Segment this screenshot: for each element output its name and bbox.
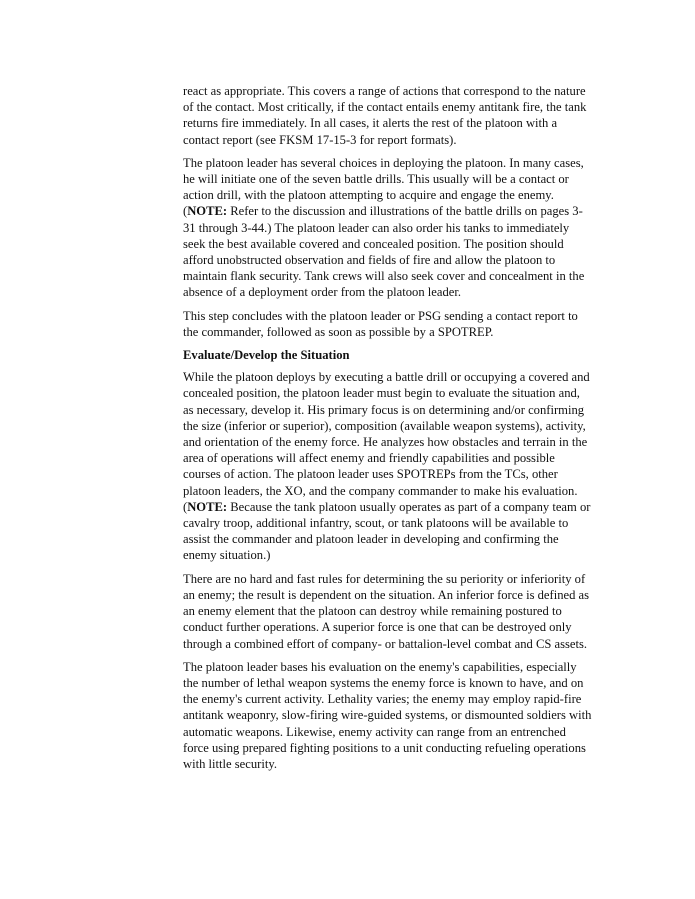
section-heading: Evaluate/Develop the Situation	[183, 348, 350, 363]
paragraph-text-segment: Refer to the discussion and illustrations of the battle drills on pages 3-31 through 3-44.) The platoon leader can also order his tanks to immediately seek the best available covered and concealed position. The position should afford unobstructed observation and fields of fire and allow the platoon to maintain flank security. Tank crews will also seek cover and concealment in the absence of a deployment order from the platoon leader.	[183, 204, 585, 300]
document-page	[183, 83, 593, 779]
paragraph-contact-report: This step concludes with the platoon leader or PSG sending a contact report to the commander, followed as soon as possible by a SPOTREP.	[183, 308, 578, 339]
note-label: NOTE:	[187, 204, 228, 219]
paragraph-text-segment: The platoon leader has several choices in deploying the platoon. In many cases, he will initiate one of the seven battle drills. This usually will be a contact or action drill, with the platoon attempting to acquire and engage the enemy. (	[183, 155, 584, 219]
paragraph-contact-reaction: react as appropriate. This covers a range of actions that correspond to the nature of the contact. Most critically, if the contact entails enemy antitank fire, the tank returns fire immediately. In all cases, it alerts the rest of the platoon with a contact report (see FKSM 17-15-3 for report formats).	[183, 84, 587, 147]
paragraph-text-segment: Because the tank platoon usually operates as part of a company team or cavalry troop, additional infantry, scout, or tank platoons will be available to assist the commander and platoon leader in developing and confirming the enemy situation.)	[183, 499, 591, 563]
paragraph-text-segment: While the platoon deploys by executing a battle drill or occupying a covered and concealed position, the platoon leader must begin to evaluate the situation and, as necessary, develop it. His primary focus is on determining and/or confirming the size (inferior or superior), composition (available weapon systems), activity, and orientation of the enemy force. He analyzes how obstacles and terrain in the area of operations will affect enemy and friendly capabilities and possible courses of action. The platoon leader uses SPOTREPs from the TCs, other platoon leaders, the XO, and the company commander to make his evaluation. (	[183, 370, 590, 514]
note-label: NOTE:	[187, 499, 228, 514]
paragraph-evaluate-situation	[183, 369, 593, 563]
paragraph-deploy-options	[183, 155, 593, 301]
paragraph-superiority-rules: There are no hard and fast rules for determining the su periority or inferiority of an enemy; the result is dependent on the situation. An inferior force is defined as an enemy element that the platoon can destroy while remaining postured to conduct further operations. A superior force is one that can be destroyed only through a combined effort of company- or battalion-level combat and CS assets.	[183, 571, 590, 651]
paragraph-enemy-capabilities: The platoon leader bases his evaluation on the enemy's capabilities, especially the number of lethal weapon systems the enemy force is known to have, and on the enemy's current activity. Lethality varies; the enemy may employ rapid-fire antitank weaponry, slow-firing wire-guided systems, or dismounted soldiers with automatic weapons. Likewise, enemy activity can range from an entrenched force using prepared fighting positions to a unit conducting refueling operations with little security.	[183, 659, 592, 771]
